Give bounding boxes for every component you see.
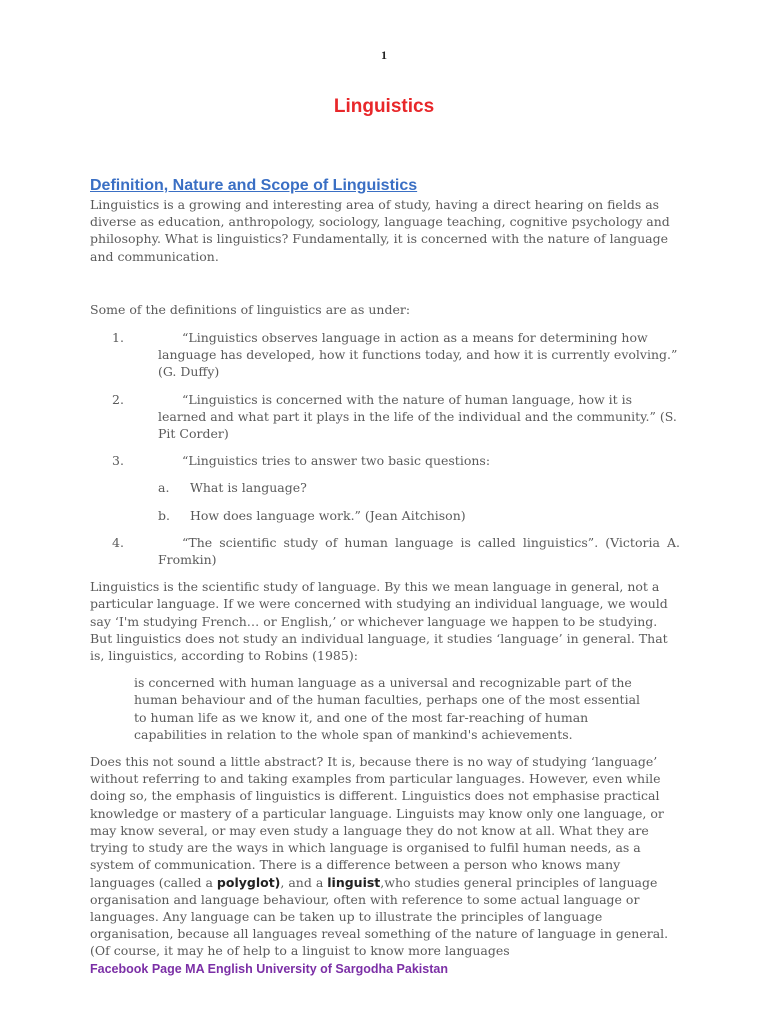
term-polyglot: polyglot) (216, 874, 281, 890)
definition-number: 2. (112, 391, 124, 407)
body-paragraph: Linguistics is the scientific study of language. By this we mean language in general, not a particular language. If we were concerned with studying an individual language, we would say ‘I'm studying French… or English,’ or whichever language we happen to be studying. But linguistics does not study an individual language, it studies ‘language’ in general. That is, linguistics, according to Robins (1985): (90, 579, 668, 664)
definition-item (90, 329, 680, 381)
section-heading: Definition, Nature and Scope of Linguistics (90, 177, 418, 194)
page-title: Linguistics (333, 96, 435, 117)
definition-item (90, 452, 680, 469)
definition-text: “Linguistics tries to answer two basic questions: (182, 453, 491, 469)
document-body (90, 196, 680, 960)
definition-item (90, 534, 680, 568)
paragraph-text: Does this not sound a little abstract? It is, because there is no way of studying ‘language’ without referring to and taking examples from particular languages. However, even while doing so, the emphasis of linguistics is different. Linguistics does not emphasise practical knowledge or mastery of a particular language. Linguists may know only one language, or may know several, or may even study a language they do not know at all. What they are trying to study are the ways in which language is organised to fulfil human needs, as a system of communication. There is a difference between a person who knows many languages (called a (90, 754, 664, 890)
intro-paragraph: Linguistics is a growing and interesting area of study, having a direct hearing on fields as diverse as education, anthropology, sociology, language teaching, cognitive psychology and philosophy. What is linguistics? Fundamentally, it is concerned with the nature of language and communication. (90, 197, 670, 264)
definition-text: “Linguistics observes language in action as a means for determining how language has developed, how it functions today, and how it is currently evolving.” (G. Duffy) (158, 330, 678, 380)
definition-number: 4. (112, 534, 124, 550)
sub-item-text: How does language work.” (Jean Aitchison) (190, 507, 466, 523)
definition-number: 1. (112, 330, 124, 346)
definition-text: “Linguistics is concerned with the nature of human language, how it is learned and what part it plays in the life of the individual and the community.” (S. Pit Corder) (158, 391, 677, 442)
definitions-intro: Some of the definitions of linguistics are as under: (90, 301, 411, 317)
body-paragraph (90, 753, 680, 959)
sub-item-letter: a. (158, 480, 170, 496)
sub-item-text: What is language? (190, 480, 307, 496)
term-linguist: linguist (327, 874, 381, 890)
paragraph-text: ,who studies general principles of language organisation and language behaviour, often with reference to some actual language or languages. Any language can be taken up to illustrate the principles of language organisation, because all languages reveal something of the nature of language in general. (Of course, it may he of help to a linguist to know more languages (90, 874, 669, 959)
footer-text: Facebook Page MA English University of Sargodha Pakistan (90, 962, 448, 976)
page-number: 1 (381, 48, 387, 62)
definition-item (90, 391, 680, 443)
definition-number: 3. (112, 453, 124, 469)
block-quote: is concerned with human language as a universal and recognizable part of the human behaviour and of the human faculties, perhaps one of the most essential to human life as we know it, and one of the most far-reaching of human capabilities in relation to the whole span of mankind's achievements. (134, 675, 641, 742)
definition-text: “The scientific study of human language is called linguistics”. (Victoria A. Fromkin) (158, 534, 680, 568)
paragraph-text: , and a (280, 874, 328, 890)
sub-list-item (158, 507, 680, 524)
sub-item-letter: b. (158, 507, 170, 523)
sub-list-item (158, 479, 680, 496)
